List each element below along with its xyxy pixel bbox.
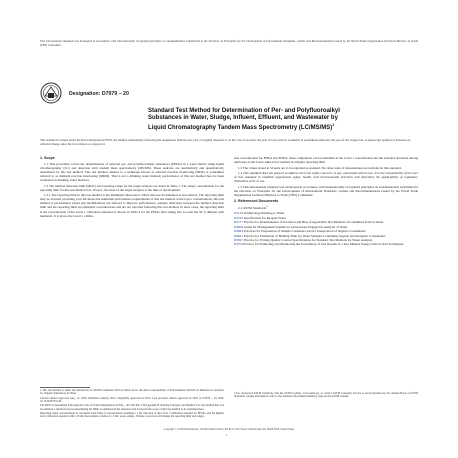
reference-title: Practice for Determination of Precision and Bias of Applicable Test Methods of Committee D19 on Water xyxy=(242,220,384,225)
paragraph-1-4: 1.4 This standard does not purport to address all of the safety concerns, if any, associated with its use. It is the responsibility of the user of this standard to establish appropriate safety, health, and environmental practices and determine the applicability of regulatory limitations prior to use. xyxy=(234,171,418,184)
referenced-documents-heading: 2. Referenced Documents xyxy=(234,198,279,203)
paragraph-1-3: 1.3 The values stated in SI units are to be regarded as standard. No other units of measurement are included in this standard. xyxy=(238,165,402,170)
page-number: 1 xyxy=(226,433,228,437)
footnote: 1 This test method is under the jurisdiction of ASTM Committee D19 on Water and is the direct responsibility of Subcommittee D19.06 on Methods for Analysis for Organic Substances in Water. xyxy=(40,389,224,396)
footnote-2-marker: 2 xyxy=(266,204,268,208)
astm-standards-label: 2.1 ASTM Standards: xyxy=(238,205,267,210)
reference-code-link[interactable]: D4841 xyxy=(234,233,243,238)
footnotes-right xyxy=(234,389,418,401)
footnote: Current edition approved Aug. 15, 2020. Published January 2021. Originally approved in 2015. Last previous edition approved in 2019 as D7979 – 19. DOI: 10.1520/D7979-20. xyxy=(40,396,224,404)
reference-code-link[interactable]: D1193 xyxy=(234,215,243,220)
footnote: 2 For referenced ASTM standards, visit the ASTM website, www.astm.org, or contact ASTM Customer Service at service@astm.org. For Annual Book of ASTM Standards volume information, refer to the standard's Document Summary page on the ASTM website. xyxy=(234,391,418,399)
reference-title: Practices for Preparation of Sample Containers and for Preservation of Organic Constituents xyxy=(242,229,366,234)
reference-item xyxy=(234,237,418,242)
title-footnote-marker: 1 xyxy=(332,123,335,128)
reference-item xyxy=(234,233,418,238)
paragraph-1-1: 1.1 This procedure covers the determination of selected per- and polyfluoroalkyl substances (PFASs) in a water matrix using liquid chromatography (LC) and detection with tandem mass spectrometry (MS/MS). These analytes are qualitatively and quantitatively determined by this test method. This test method adheres to a technique known as selected reaction monitoring (SRM) or sometimes referred to as multiple reaction monitoring (MRM). This is not a drinking water method; performance of this test method has not been evaluated on drinking water matrices. xyxy=(40,161,224,182)
document-title xyxy=(148,108,348,133)
title-text: Standard Test Method for Determination of Per- and Polyfluoroalkyl Substances in Water, Sludge, Influent, Effluent, and Wastewater by Liquid Chromatography Tandem Mass Spectrometry (LC/MS/MS) xyxy=(148,108,340,132)
reference-item xyxy=(234,215,418,220)
reference-code-link[interactable]: D3856 xyxy=(234,224,243,229)
reference-title: Terminology Relating to Water xyxy=(242,211,285,216)
footnote-divider xyxy=(40,387,90,388)
right-column xyxy=(234,156,418,247)
paragraph-1-2: 1.2 The method detection limit (MDL) and reporting range for the target analytes are listed in Table 1. The target concentration for the reporting limit for this test method was 10 ng/L, the most of the target analytes at the time of development. xyxy=(40,183,224,192)
footnote: Reporting range concentrations is calculated from Table 4 concentrations assuming a 1 mL injection of the Level 1 calibration standard for PFASs, and the highest level calibration standard with a 50 mL final sample volume of a 5 mL water sample. Volume correction will change the reporting limit and ranges. xyxy=(40,412,224,419)
footnotes-left xyxy=(40,389,224,420)
paragraph-1-5: 1.5 This international standard was developed in accordance with internationally recognized principles on standardization established in the Decision on Principles for the Development of International Standards, Guides and Recommendations issued by the World Trade Organization Technical Barriers to Trade (TBT) Committee. xyxy=(234,185,418,198)
scope-heading: 1. Scope xyxy=(40,156,55,160)
footnote: The MDL is determined following the Code of Federal Regulations (CFR) – 40 CFR Part 136 Appendix B utilizing Ultrapure and Method. For any method that was not utilized, a detailed process determining the MDL is explained in the reference and is beyond the scope of this test method to be explained here. xyxy=(40,404,224,411)
left-column xyxy=(40,156,224,219)
reference-title: Practice for Estimation of Holding Time for Water Samples Containing Organic and Inorganic Constituents xyxy=(242,233,386,238)
reference-item xyxy=(234,224,418,229)
reference-title: Practice for Writing Quality Control Specifications for Standard Test Methods for Water Analysis xyxy=(242,237,373,242)
reference-code-link[interactable]: E2554 xyxy=(234,242,243,247)
reference-item xyxy=(234,220,418,225)
paragraph-2-1 xyxy=(234,205,418,210)
reference-list xyxy=(234,211,418,246)
reference-title: Practice for Estimating and Monitoring the Uncertainty of Test Results of a Test Method Using Control Chart Techniques xyxy=(242,242,404,247)
reference-code-link[interactable]: D5847 xyxy=(234,237,243,242)
paragraph-1-2-1: 1.2.1 The reporting limit in this test method is the minimum value below which data are documented as non-detects. The reporting limit may be lowered providing your lab meets the minimum performance requirements of this test method at the lower concentrations; this test method is performance based and modifications are allowed to improve performance. Analyte detections between the method detection limit and the reporting limit are estimated concentrations and are not reported following this test method. In most cases, the reporting limit is the concentration of the Level 1 calibration standard as shown in Table 4 for the PFASs after taking into account the 50 % dilution with methanol. It is above the Level 1 calibra- xyxy=(40,193,224,218)
paragraph-continued: tion concentration for FHEA and FOEA; these compounds can be identified at the Level 1 concentration but the standard deviation among replicates at this lower spike level resulted in a higher reporting limit. xyxy=(234,156,418,165)
copyright-line: Copyright © ASTM International, 100 Barr Harbor Drive, PO Box C700, West Conshohocken, PA 19428-2959. United States xyxy=(163,428,295,431)
reference-item xyxy=(234,242,418,247)
standard-issue-note: This standard is issued under the fixed designation D7979; the number immediately following the designation indicates the year of original adoption or, in the case of revision, the year of last revision. A number in parentheses indicates the year of last reapproval. A superscript epsilon (ε) indicates an editorial change since the last revision or reapproval. xyxy=(40,138,411,146)
reference-title: Guide for Management Systems in Laboratories Engaged in Analysis of Water xyxy=(242,224,348,229)
wto-notice: This international standard was developed in accordance with internationally recognized principles on standardization established in the Decision on Principles for the Development of International Standards, Guides and Recommendations issued by the World Trade Organization Technical Barriers to Trade (TBT) Committee. xyxy=(40,39,418,47)
astm-logo-icon xyxy=(40,82,62,104)
reference-item xyxy=(234,211,418,216)
reference-code-link[interactable]: D3694 xyxy=(234,229,243,234)
reference-item xyxy=(234,229,418,234)
designation: Designation: D7979 − 20 xyxy=(69,91,129,97)
reference-code-link[interactable]: D1129 xyxy=(234,211,243,216)
reference-code-link[interactable]: D2777 xyxy=(234,220,243,225)
reference-title: Specification for Reagent Water xyxy=(242,215,286,220)
